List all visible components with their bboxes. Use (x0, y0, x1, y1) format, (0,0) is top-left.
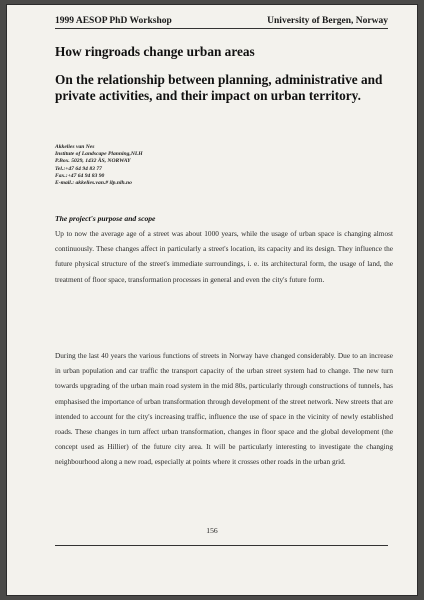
paper-title: How ringroads change urban areas (55, 44, 255, 59)
body-paragraph-2: During the last 40 years the various functions of streets in Norway have changed considerably. Due to an increase in urban population and car traffic the transport capacity of the urban street system had to change. The new turn towards upgrading of the urban main road system in the mid 80s, particularly through constructions of tunnels, has emphasised the importance of urban transformation through development of the street network. New streets that are intended to account for the city's increasing traffic, influence the use of space in the vicinity of newly established roads. These changes in turn affect urban transformation, changes in floor space and the global development (the concept used as Hillier) of the future city area. It will be particularly interesting to investigate the changing neighbourhood along a new road, especially at points where it crosses other roads in the urban grid. (55, 351, 393, 467)
document-page (6, 4, 418, 596)
author-fax: Fax.:+47 64 94 83 90 (55, 172, 105, 179)
body-paragraph-1: Up to now the average age of a street was about 1000 years, while the usage of urban space is changing almost continuously. These changes affect in particularly a street's location, its capacity and its design. They influence the future physical structure of the street's immediate surroundings, i. e. its architectural form, the usage of land, the treatment of floor space, transformation processes in general and even the city's future form. (55, 229, 393, 284)
author-address: P.Box. 5029, 1432 ÅS, NORWAY (55, 158, 131, 165)
header-conference: 1999 AESOP PhD Workshop (55, 16, 172, 26)
header-university: University of Bergen, Norway (267, 16, 388, 26)
page-number: 156 (206, 526, 218, 535)
footer-rule (55, 545, 388, 546)
author-block (55, 144, 275, 187)
section-heading: The project's purpose and scope (55, 214, 156, 223)
author-institute: Institute of Landscape Planning,NLH (55, 151, 143, 158)
author-tel: Tel.:+47 64 94 83 77 (55, 165, 102, 172)
author-email: E-mail.: akkelies.van.# ilp.nlh.no (55, 180, 132, 187)
paper-subtitle: On the relationship between planning, administrative and private activities, and their impact on urban territory. (55, 72, 383, 103)
running-header (55, 16, 388, 29)
author-name: Akkelies van Nes (55, 144, 95, 150)
